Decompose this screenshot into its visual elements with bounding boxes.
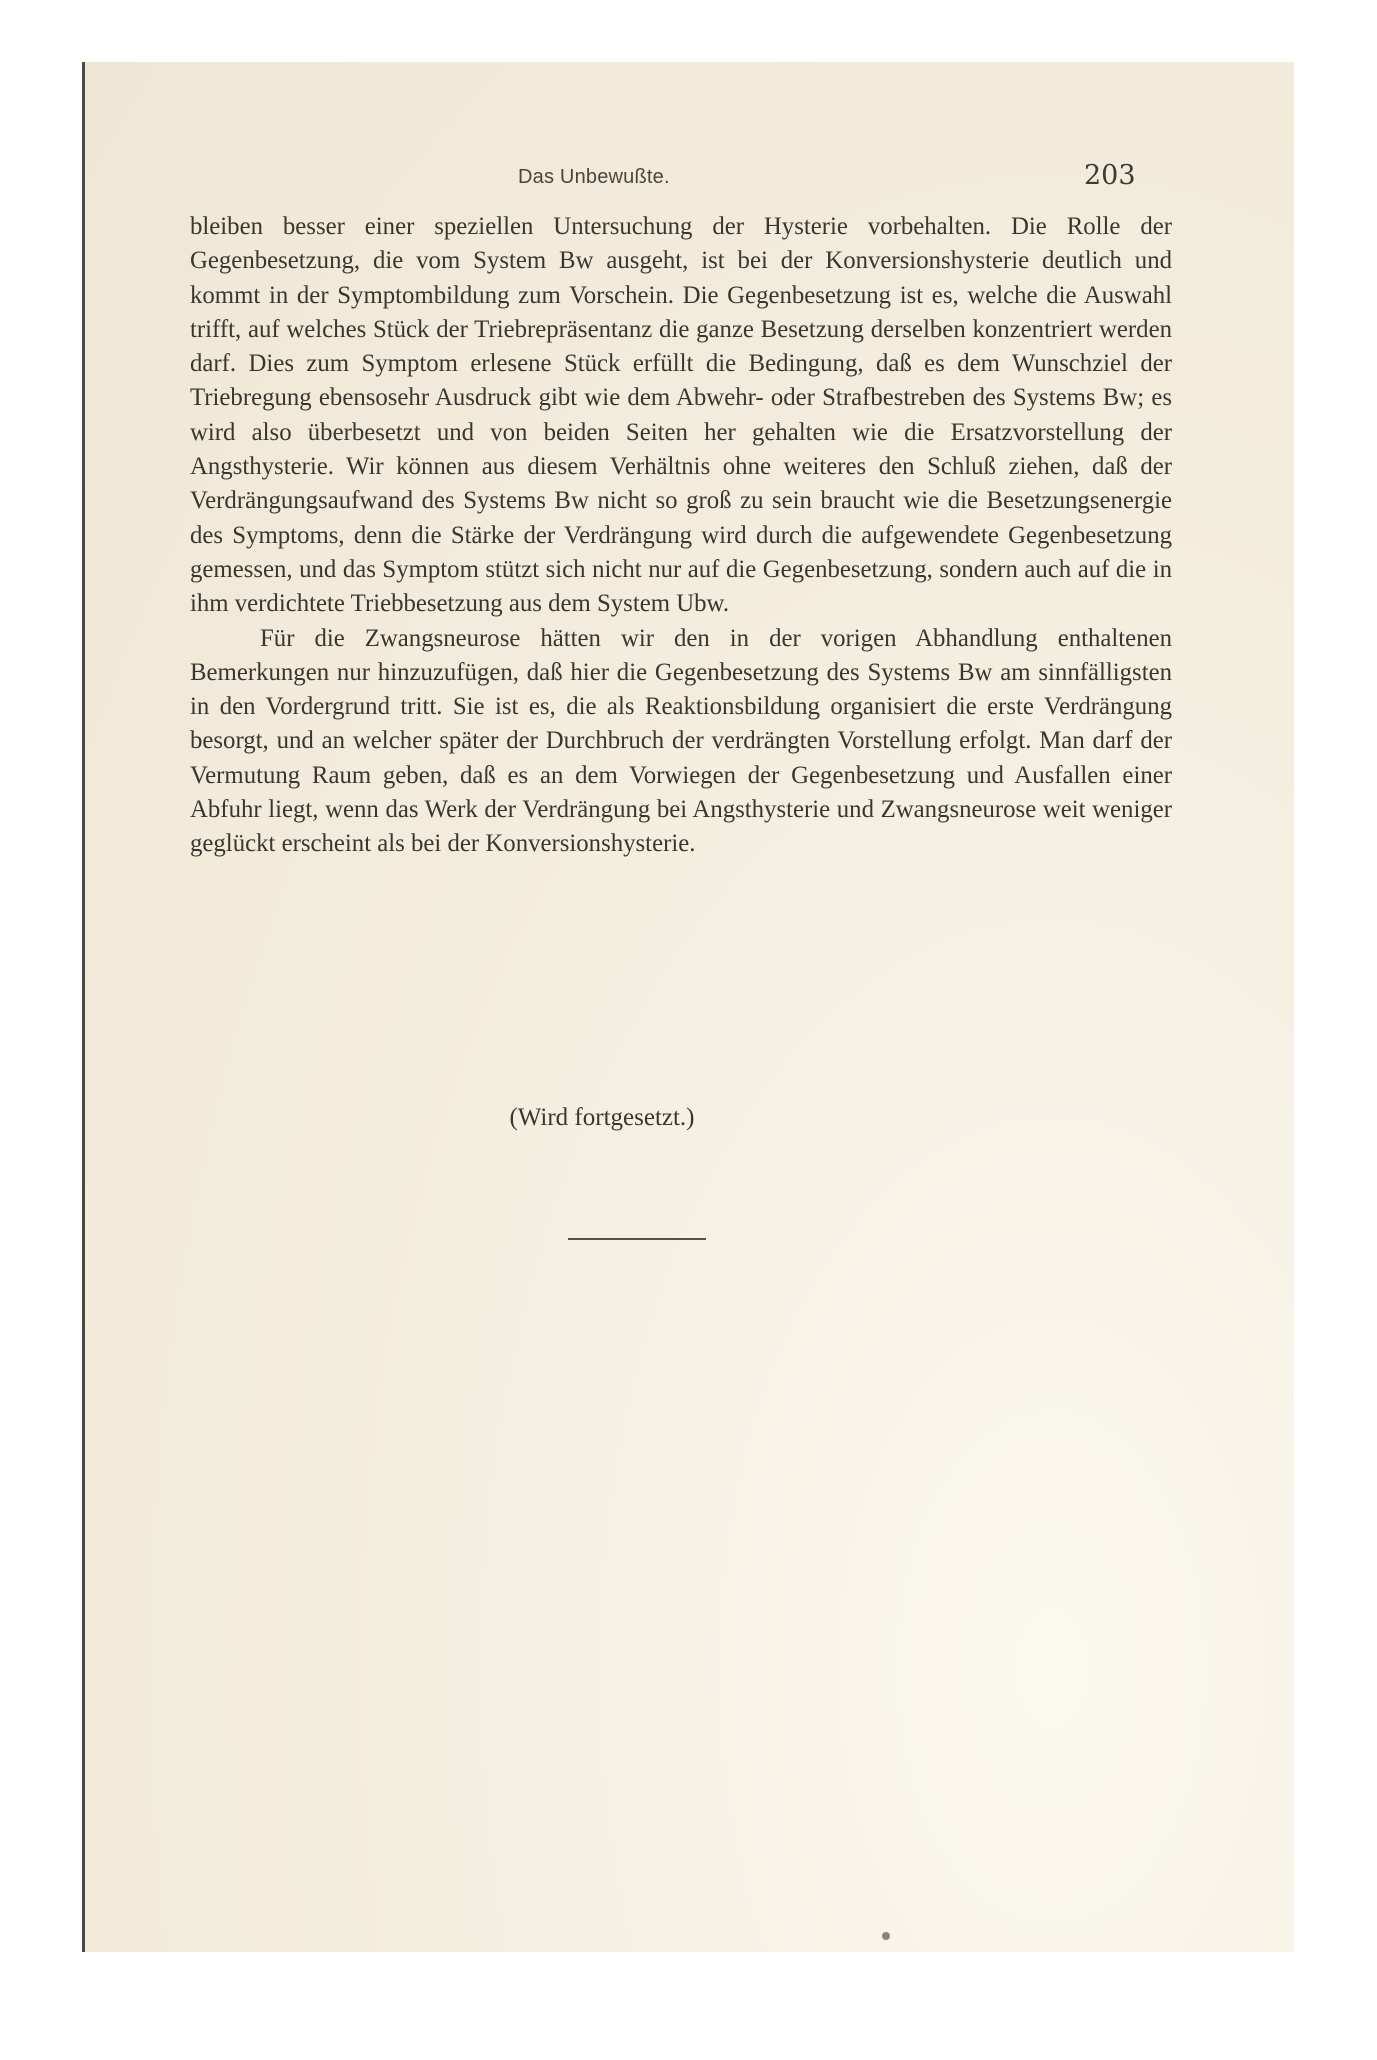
paragraph-1: bleiben besser einer speziellen Untersuchung der Hysterie vorbehalten. Die Rolle der Gegenbesetzung, die vom System Bw ausgeht, ist bei der Konversionshysterie deutlich und kommt in der Symptombildung zum Vorschein. Die Gegenbesetzung ist es, welche die Auswahl trifft, auf welches Stück der Triebrepräsentanz die ganze Besetzung derselben konzentriert werden darf. Dies zum Symptom erlesene Stück erfüllt die Bedingung, daß es dem Wunschziel der Triebregung ebensosehr Ausdruck gibt wie dem Abwehr- oder Strafbestreben des Systems Bw; es wird also überbesetzt und von beiden Seiten her gehalten wie die Ersatzvorstellung der Angsthysterie. Wir können aus diesem Verhältnis ohne weiteres den Schluß ziehen, daß der Verdrängungsaufwand des Systems Bw nicht so groß zu sein braucht wie die Besetzungsenergie des Symptoms, denn die Stärke der Verdrängung wird durch die aufgewendete Gegenbesetzung gemessen, und das Symptom stützt sich nicht nur auf die Gegenbesetzung, sondern auch auf die in ihm verdichtete Triebbesetzung aus dem System Ubw. bbox=[190, 213, 1172, 618]
paragraph-2: Für die Zwangsneurose hätten wir den in der vorigen Abhandlung enthaltenen Bemerkungen nur hinzuzufügen, daß hier die Gegenbesetzung des Systems Bw am sinnfälligsten in den Vordergrund tritt. Sie ist es, die als Reaktionsbildung organisiert die erste Verdrängung besorgt, und an welcher später der Durchbruch der verdrängten Vorstellung erfolgt. Man darf der Vermutung Raum geben, daß es an dem Vorwiegen der Gegenbesetzung und Ausfallen einer Abfuhr liegt, wenn das Werk der Verdrängung bei Angsthysterie und Zwangsneurose weit weniger geglückt erscheint als bei der Konversionshysterie. bbox=[190, 624, 1172, 858]
paper-speck bbox=[882, 1932, 890, 1940]
section-divider bbox=[568, 1238, 706, 1240]
body-text bbox=[190, 210, 1172, 862]
page-number: 203 bbox=[1084, 160, 1136, 191]
book-page bbox=[82, 62, 1294, 1952]
continuation-note: (Wird fortgesetzt.) bbox=[509, 1104, 695, 1131]
scan-edge-line bbox=[82, 62, 85, 1952]
running-head: Das Unbewußte. bbox=[518, 166, 670, 188]
page-header bbox=[82, 158, 1294, 198]
